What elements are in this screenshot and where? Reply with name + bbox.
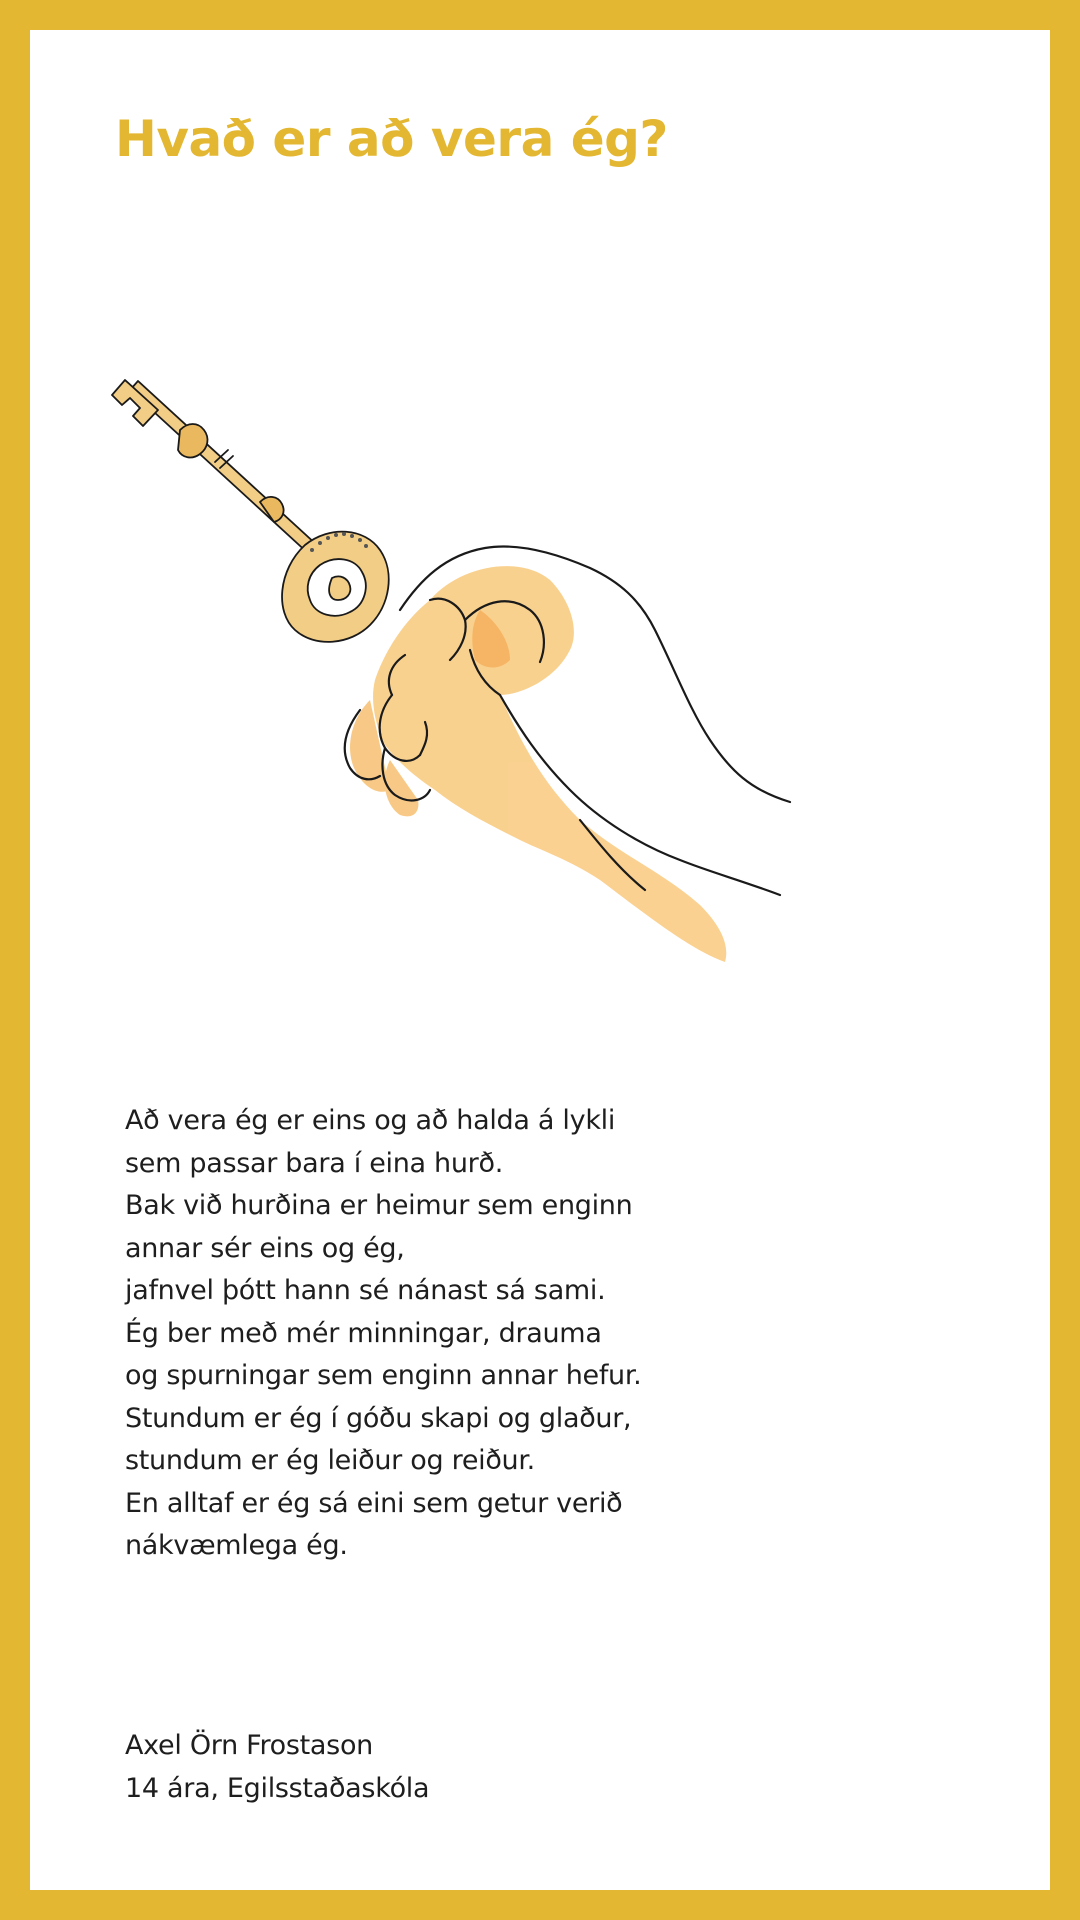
- poem-line: stundum er ég leiður og reiður.: [125, 1445, 535, 1476]
- poem-line: En alltaf er ég sá eini sem getur verið: [125, 1487, 623, 1519]
- poem-line: og spurningar sem enginn annar hefur.: [125, 1360, 642, 1391]
- poem-line: sem passar bara í eina hurð.: [125, 1147, 503, 1179]
- poem-line: Að vera ég er eins og að halda á lykli: [125, 1105, 616, 1136]
- poem-line: Stundum er ég í góðu skapi og glaður,: [125, 1402, 632, 1434]
- hand-fill: [350, 566, 726, 962]
- poem-card: [30, 30, 1050, 1890]
- poem-line: Ég ber með mér minningar, drauma: [125, 1317, 602, 1349]
- author-block: [125, 1725, 429, 1810]
- author-name: Axel Örn Frostason: [125, 1730, 373, 1761]
- key: [112, 380, 389, 642]
- poem-line: nákvæmlega ég.: [125, 1530, 348, 1561]
- poem-line: Bak við hurðina er heimur sem enginn: [125, 1190, 633, 1221]
- hand-holding-key-icon: [100, 350, 920, 1050]
- author-details: 14 ára, Egilsstaðaskóla: [125, 1772, 430, 1804]
- page-title: Hvað er að vera ég?: [115, 110, 668, 168]
- poem-line: jafnvel þótt hann sé nánast sá sami.: [125, 1275, 606, 1306]
- poem-text: [125, 1100, 825, 1568]
- poem-line: annar sér eins og ég,: [125, 1232, 405, 1264]
